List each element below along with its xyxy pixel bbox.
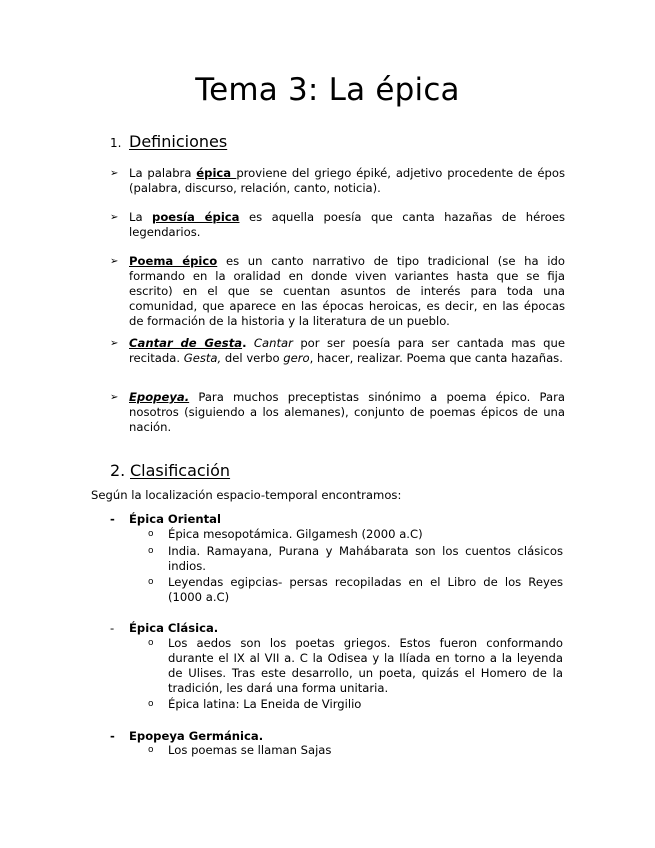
circle-bullet-icon: o	[148, 529, 154, 539]
section-number: 2.	[110, 461, 126, 480]
definition-item: ➢ La poesía épica es aquella poesía que canta hazañas de héroes legendarios.	[110, 210, 565, 239]
dash-bullet: -	[110, 621, 115, 635]
group-label: Épica Clásica.	[129, 621, 219, 635]
circle-bullet-icon: o	[148, 546, 154, 556]
list-item: o Leyendas egipcias- persas recopiladas en el Libro de los Reyes (1000 a.C)	[148, 575, 563, 604]
list-item: o Épica mesopotámica. Gilgamesh (2000 a.C)	[148, 527, 423, 541]
definition-item: ➢ La palabra épica proviene del griego épiké, adjetivo procedente de épos (palabra, discurso, relación, canto, noticia).	[110, 166, 565, 195]
term: épica	[196, 166, 237, 180]
dash-bullet: -	[110, 512, 115, 526]
group-label: Épica Oriental	[129, 512, 221, 526]
circle-bullet-icon: o	[148, 699, 154, 709]
definition-item: ➢ Cantar de Gesta. Cantar por ser poesía para ser cantada mas que recitada. Gesta, del verbo gero, hacer, realizar. Poema que canta hazañas.	[110, 336, 565, 365]
definition-item: ➢ Poema épico es un canto narrativo de tipo tradicional (se ha ido formando en la oralidad en donde viven variantes hasta que se fija escrito) en el que se cuentan asuntos de interés para toda una comunidad, que aparece en las épocas heroicas, es decir, en las épocas de formación de la historia y la literatura de un pueblo.	[110, 254, 565, 328]
list-item: o Los poemas se llaman Sajas	[148, 743, 332, 757]
arrow-bullet-icon: ➢	[110, 392, 119, 403]
intro-paragraph: Según la localización espacio-temporal encontramos:	[91, 488, 402, 502]
circle-bullet-icon: o	[148, 638, 154, 648]
circle-bullet-icon: o	[148, 577, 154, 587]
section-title: Definiciones	[129, 132, 228, 151]
section-number: 1.	[110, 136, 122, 150]
circle-bullet-icon: o	[148, 745, 154, 755]
arrow-bullet-icon: ➢	[110, 168, 119, 179]
list-item: o Épica latina: La Eneida de Virgilio	[148, 697, 362, 711]
dash-bullet: -	[110, 729, 115, 743]
arrow-bullet-icon: ➢	[110, 338, 119, 349]
term: Epopeya.	[129, 390, 190, 404]
list-item: o India. Ramayana, Purana y Mahábarata son los cuentos clásicos indios.	[148, 544, 563, 573]
group-label: Epopeya Germánica.	[129, 729, 264, 743]
section-title: Clasificación	[130, 461, 231, 480]
arrow-bullet-icon: ➢	[110, 256, 119, 267]
arrow-bullet-icon: ➢	[110, 212, 119, 223]
term: poesía épica	[152, 210, 240, 224]
section-heading-clasificacion	[110, 461, 230, 480]
list-item: o Los aedos son los poetas griegos. Estos fueron conformando durante el IX al VII a. C la Odisea y la Ilíada en torno a la leyenda de Ulises. Tras este desarrollo, un poeta, quizás el Homero de la tradición, les dará una forma unitaria.	[148, 636, 563, 695]
definition-item: ➢ Epopeya. Para muchos preceptistas sinónimo a poema épico. Para nosotros (siguiendo a los alemanes), conjunto de poemas épicos de una nación.	[110, 390, 565, 434]
section-heading-definiciones	[110, 132, 227, 151]
term: Poema épico	[129, 254, 218, 268]
page-title: Tema 3: La épica	[195, 72, 460, 108]
term: Cantar de Gesta	[129, 336, 243, 350]
